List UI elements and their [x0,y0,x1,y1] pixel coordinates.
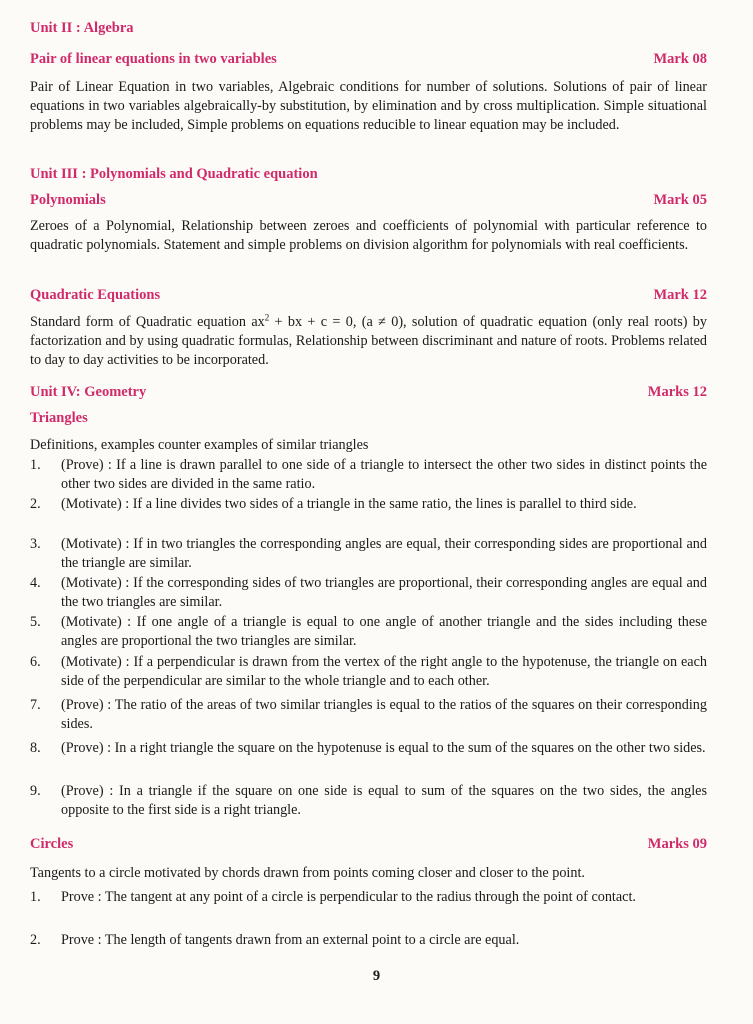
item-text: (Motivate) : If in two triangles the corresponding angles are equal, their corresponding sides are proportional and the triangle are similar. [61,536,707,571]
item-text: (Prove) : In a triangle if the square on one side is equal to sum of the squares on the two sides, the angles opposite to the first side is a right triangle. [61,783,707,818]
circle-item-2 [30,931,707,950]
polynomials-mark: Mark 05 [653,192,707,208]
item-number: 4. [30,575,41,591]
circles-mark: Marks 09 [647,836,707,852]
polynomials-description: Zeroes of a Polynomial, Relationship between zeroes and coefficients of polynomial with particular reference to quadratic polynomials. Statement and simple problems on division algorithm for polynomials with real coefficients. [30,218,707,253]
item-text: (Motivate) : If a perpendicular is drawn from the vertex of the right angle to the hypotenuse, the triangle on each side of the perpendicular are similar to the whole triangle and to each other. [61,654,707,689]
unit-2-heading: Unit II : Algebra [30,20,134,36]
item-text: (Motivate) : If the corresponding sides of two triangles are proportional, their corresponding angles are equal and the two triangles are similar. [61,575,707,610]
item-number: 9. [30,783,41,799]
triangle-item-3 [30,535,707,573]
linear-equations-mark: Mark 08 [653,51,707,67]
triangle-item-1 [30,456,707,494]
triangle-item-2 [30,495,707,514]
item-text: (Prove) : The ratio of the areas of two similar triangles is equal to the ratios of the squares on their corresponding sides. [61,697,707,732]
triangle-item-5 [30,613,707,651]
polynomials-heading: Polynomials [30,192,106,208]
item-text: (Prove) : In a right triangle the square on the hypotenuse is equal to the sum of the squares on the other two sides. [61,740,706,756]
circles-heading: Circles [30,836,74,852]
item-number: 2. [30,932,41,948]
quadratic-heading: Quadratic Equations [30,287,161,303]
item-number: 2. [30,496,41,512]
quadratic-text-a: Standard form of Quadratic equation ax [30,314,265,330]
item-number: 7. [30,697,41,713]
page-number: 9 [372,968,381,984]
triangles-intro: Definitions, examples counter examples of similar triangles [30,437,369,453]
item-text: Prove : The length of tangents drawn from an external point to a circle are equal. [61,932,520,948]
item-number: 3. [30,536,41,552]
triangles-heading: Triangles [30,410,88,426]
quadratic-superscript: 2 [264,312,270,323]
quadratic-mark: Mark 12 [653,287,707,303]
item-text: (Prove) : If a line is drawn parallel to one side of a triangle to intersect the other two sides in distinct points the other two sides are divided in the same ratio. [61,457,707,492]
item-text: Prove : The tangent at any point of a circle is perpendicular to the radius through the point of contact. [61,889,636,905]
unit-4-mark: Marks 12 [647,384,707,400]
item-number: 8. [30,740,41,756]
item-number: 6. [30,654,41,670]
item-text: (Motivate) : If one angle of a triangle is equal to one angle of another triangle and the sides including these angles are proportional the two triangles are similar. [61,614,707,649]
linear-equations-heading: Pair of linear equations in two variables [30,51,277,67]
linear-equations-description: Pair of Linear Equation in two variables, Algebraic conditions for number of solutions. Solutions of pair of linear equations in two variables algebraically-by substitution, by elimination and by cross multiplication. Simple situational problems may be included, Simple problems on equations reducible to linear equation may be included. [30,79,707,133]
circles-intro: Tangents to a circle motivated by chords drawn from points coming closer and closer to the point. [30,865,585,881]
triangle-item-4 [30,574,707,612]
item-number: 5. [30,614,41,630]
triangle-item-9 [30,782,707,820]
triangle-item-7 [30,696,707,734]
item-number: 1. [30,889,41,905]
item-text: (Motivate) : If a line divides two sides of a triangle in the same ratio, the lines is parallel to third side. [61,496,637,512]
item-number: 1. [30,457,41,473]
unit-3-heading: Unit III : Polynomials and Quadratic equation [30,166,318,182]
triangle-item-6 [30,653,707,691]
quadratic-description [30,313,707,370]
circle-item-1 [30,888,707,907]
quadratic-text-b: + bx + c = 0, (a ≠ 0), solution of quadratic equation (only real roots) by factorization and by using quadratic formulas, Relationship between discriminant and nature of roots. Problems related to day to day activities to be incorporated. [30,314,707,368]
triangle-item-8 [30,739,707,758]
unit-4-heading: Unit IV: Geometry [30,384,147,400]
